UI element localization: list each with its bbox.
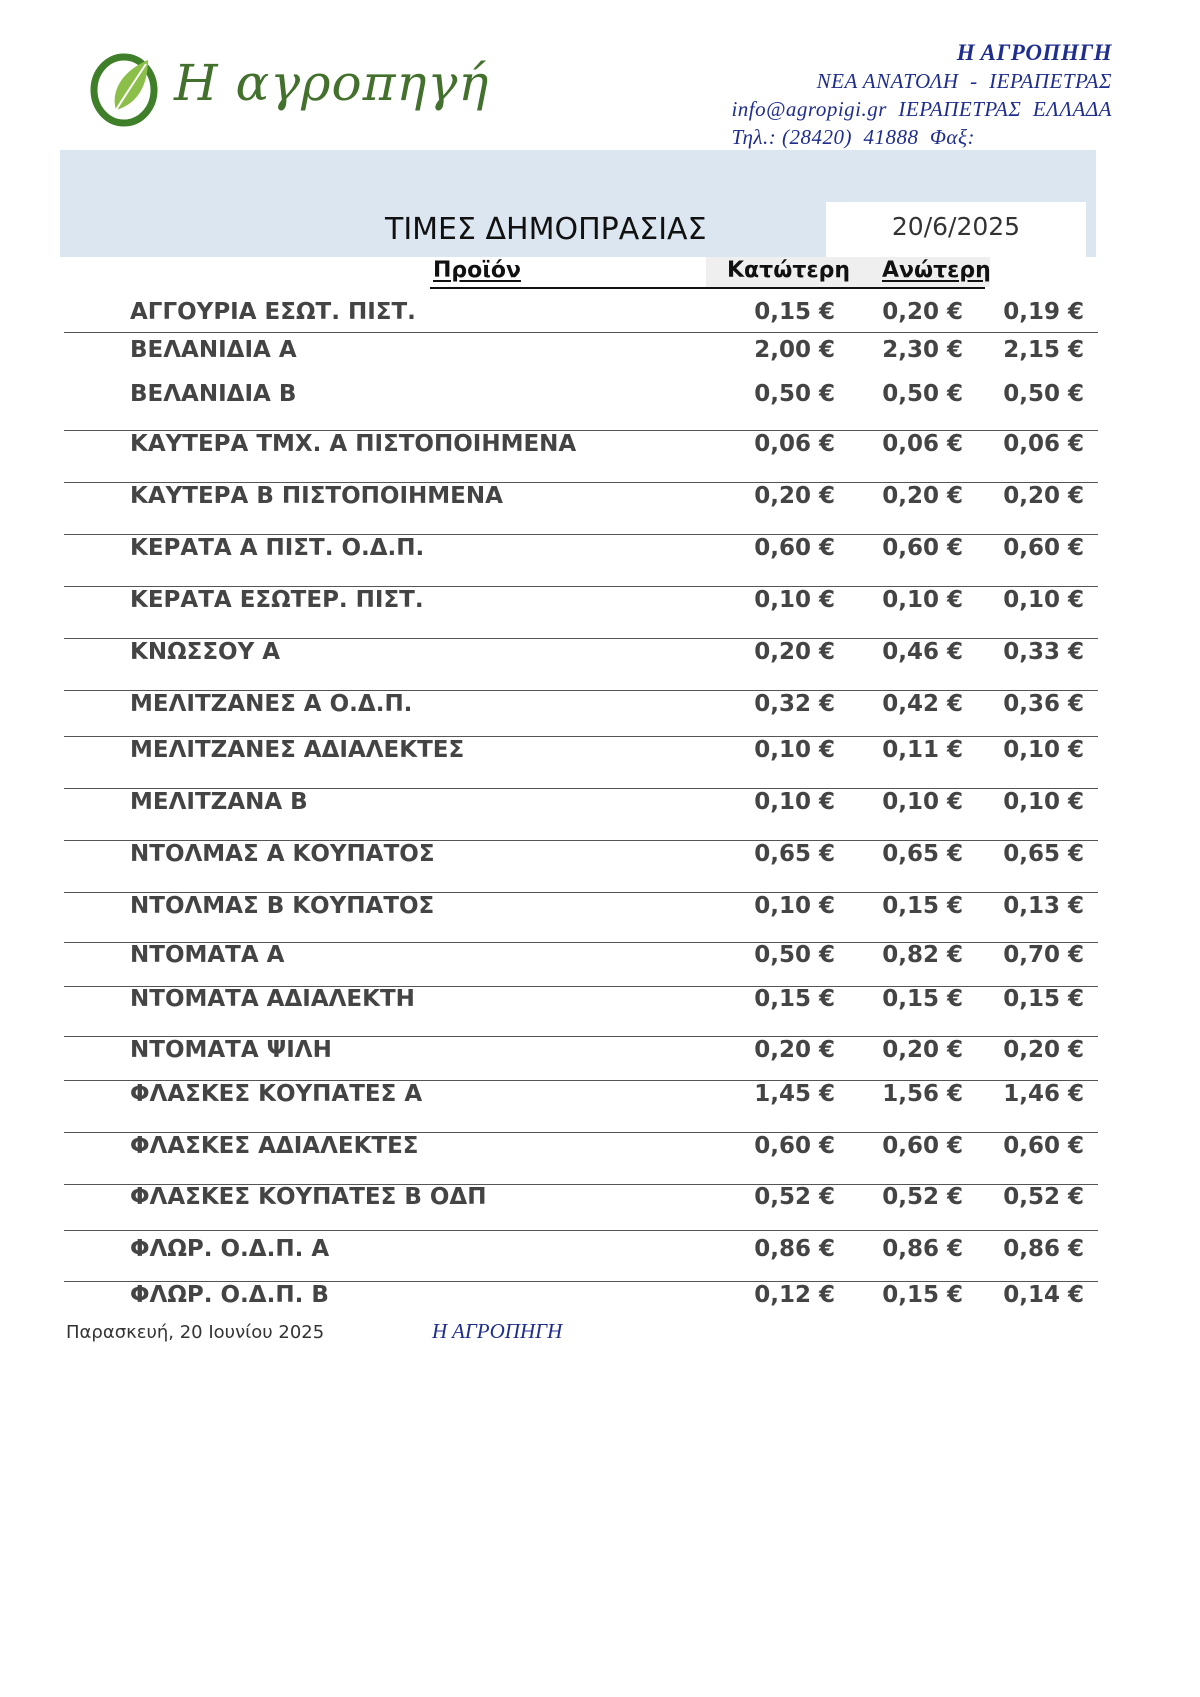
table-row xyxy=(0,734,1200,774)
logo xyxy=(86,44,490,134)
product-name: ΦΛΑΣΚΕΣ ΑΔΙΑΛΕΚΤΕΣ xyxy=(130,1133,419,1159)
price-low: 0,10 € xyxy=(754,587,835,613)
price-high: 2,30 € xyxy=(882,337,963,363)
product-name: ΦΛΑΣΚΕΣ ΚΟΥΠΑΤΕΣ Β ΟΔΠ xyxy=(130,1184,487,1210)
row-divider xyxy=(64,986,1098,987)
price-average: 0,50 € xyxy=(1003,381,1084,407)
row-divider xyxy=(64,430,1098,431)
price-high: 0,60 € xyxy=(882,535,963,561)
price-high: 0,65 € xyxy=(882,841,963,867)
price-average: 0,65 € xyxy=(1003,841,1084,867)
product-name: ΚΕΡΑΤΑ Α ΠΙΣΤ. Ο.Δ.Π. xyxy=(130,535,425,561)
price-high: 0,42 € xyxy=(882,691,963,717)
product-name: ΚΑΥΤΕΡΑ ΤΜΧ. Α ΠΙΣΤΟΠΟΙΗΜΕΝΑ xyxy=(130,431,577,457)
price-low: 0,10 € xyxy=(754,893,835,919)
table-row xyxy=(0,480,1200,520)
price-high: 0,46 € xyxy=(882,639,963,665)
price-low: 0,60 € xyxy=(754,1133,835,1159)
company-email: info@agropigi.gr ΙΕΡΑΠΕΤΡΑΣ ΕΛΛΑΔΑ xyxy=(731,97,1112,121)
price-low: 1,45 € xyxy=(754,1081,835,1107)
price-low: 0,06 € xyxy=(754,431,835,457)
price-low: 0,86 € xyxy=(754,1236,835,1262)
table-row xyxy=(0,1181,1200,1221)
row-divider xyxy=(64,638,1098,639)
row-divider xyxy=(64,586,1098,587)
price-low: 0,12 € xyxy=(754,1282,835,1308)
auction-date: 20/6/2025 xyxy=(891,212,1021,241)
row-divider xyxy=(64,690,1098,691)
column-header-product: Προϊόν xyxy=(433,258,521,283)
price-low: 0,20 € xyxy=(754,1037,835,1063)
header-rule xyxy=(430,287,985,289)
product-name: ΦΛΩΡ. Ο.Δ.Π. Β xyxy=(130,1282,329,1308)
page-title: ΤΙΜΕΣ ΔΗΜΟΠΡΑΣΙΑΣ xyxy=(385,212,707,247)
table-row xyxy=(0,334,1200,374)
price-low: 0,20 € xyxy=(754,639,835,665)
price-average: 0,60 € xyxy=(1003,535,1084,561)
price-high: 0,10 € xyxy=(882,789,963,815)
footer-date: Παρασκευή, 20 Ιουνίου 2025 xyxy=(66,1322,325,1343)
price-high: 0,86 € xyxy=(882,1236,963,1262)
price-low: 0,65 € xyxy=(754,841,835,867)
table-row xyxy=(0,428,1200,468)
price-high: 0,82 € xyxy=(882,942,963,968)
price-low: 0,50 € xyxy=(754,381,835,407)
price-high: 0,60 € xyxy=(882,1133,963,1159)
table-row xyxy=(0,296,1200,336)
price-average: 0,86 € xyxy=(1003,1236,1084,1262)
product-name: ΜΕΛΙΤΖΑΝΕΣ Α Ο.Δ.Π. xyxy=(130,691,413,717)
price-average: 0,10 € xyxy=(1003,587,1084,613)
product-name: ΚΕΡΑΤΑ ΕΣΩΤΕΡ. ΠΙΣΤ. xyxy=(130,587,424,613)
table-row xyxy=(0,688,1200,728)
table-row xyxy=(0,838,1200,878)
price-high: 0,15 € xyxy=(882,893,963,919)
company-header xyxy=(731,38,1112,151)
price-low: 0,15 € xyxy=(754,986,835,1012)
column-header-low: Κατώτερη xyxy=(727,258,851,283)
company-name: Η ΑΓΡΟΠΗΓΗ xyxy=(956,40,1112,65)
product-name: ΜΕΛΙΤΖΑΝΑ Β xyxy=(130,789,308,815)
table-row xyxy=(0,939,1200,979)
table-row xyxy=(0,786,1200,826)
table-row xyxy=(0,1034,1200,1074)
price-low: 0,52 € xyxy=(754,1184,835,1210)
price-average: 2,15 € xyxy=(1003,337,1084,363)
product-name: ΝΤΟΜΑΤΑ ΨΙΛΗ xyxy=(130,1037,332,1063)
price-high: 0,52 € xyxy=(882,1184,963,1210)
price-average: 0,13 € xyxy=(1003,893,1084,919)
table-row xyxy=(0,1233,1200,1273)
table-row xyxy=(0,532,1200,572)
table-row xyxy=(0,1078,1200,1118)
price-average: 1,46 € xyxy=(1003,1081,1084,1107)
price-low: 0,20 € xyxy=(754,483,835,509)
column-header-high: Ανώτερη xyxy=(882,258,991,283)
product-name: ΒΕΛΑΝΙΔΙΑ Α xyxy=(130,337,297,363)
row-divider xyxy=(64,788,1098,789)
product-name: ΜΕΛΙΤΖΑΝΕΣ ΑΔΙΑΛΕΚΤΕΣ xyxy=(130,737,465,763)
row-divider xyxy=(64,534,1098,535)
row-divider xyxy=(64,482,1098,483)
product-name: ΑΓΓΟΥΡΙΑ ΕΣΩΤ. ΠΙΣΤ. xyxy=(130,299,416,325)
table-row xyxy=(0,890,1200,930)
row-divider xyxy=(64,332,1098,333)
price-high: 0,06 € xyxy=(882,431,963,457)
product-name: ΚΝΩΣΣΟΥ Α xyxy=(130,639,281,665)
price-high: 0,10 € xyxy=(882,587,963,613)
logo-text: Η αγροπηγή xyxy=(174,54,490,112)
row-divider xyxy=(64,736,1098,737)
table-row xyxy=(0,378,1200,418)
product-name: ΦΛΩΡ. Ο.Δ.Π. Α xyxy=(130,1236,330,1262)
price-average: 0,33 € xyxy=(1003,639,1084,665)
price-low: 0,10 € xyxy=(754,737,835,763)
price-average: 0,14 € xyxy=(1003,1282,1084,1308)
table-row xyxy=(0,983,1200,1023)
price-low: 0,50 € xyxy=(754,942,835,968)
price-average: 0,60 € xyxy=(1003,1133,1084,1159)
footer-signature: Η ΑΓΡΟΠΗΓΗ xyxy=(432,1319,563,1343)
company-address: ΝΕΑ ΑΝΑΤΟΛΗ - ΙΕΡΑΠΕΤΡΑΣ xyxy=(816,69,1112,93)
price-average: 0,52 € xyxy=(1003,1184,1084,1210)
price-average: 0,19 € xyxy=(1003,299,1084,325)
price-low: 0,15 € xyxy=(754,299,835,325)
product-name: ΝΤΟΛΜΑΣ Α ΚΟΥΠΑΤΟΣ xyxy=(130,841,435,867)
price-average: 0,15 € xyxy=(1003,986,1084,1012)
table-row xyxy=(0,584,1200,624)
product-name: ΝΤΟΜΑΤΑ Α xyxy=(130,942,285,968)
price-low: 2,00 € xyxy=(754,337,835,363)
table-row xyxy=(0,1130,1200,1170)
row-divider xyxy=(64,1230,1098,1231)
product-name: ΚΑΥΤΕΡΑ Β ΠΙΣΤΟΠΟΙΗΜΕΝΑ xyxy=(130,483,503,509)
price-high: 1,56 € xyxy=(882,1081,963,1107)
row-divider xyxy=(64,942,1098,943)
price-average: 0,36 € xyxy=(1003,691,1084,717)
price-average: 0,06 € xyxy=(1003,431,1084,457)
price-high: 0,15 € xyxy=(882,986,963,1012)
row-divider xyxy=(64,1184,1098,1185)
product-name: ΝΤΟΛΜΑΣ Β ΚΟΥΠΑΤΟΣ xyxy=(130,893,435,919)
price-low: 0,32 € xyxy=(754,691,835,717)
price-low: 0,10 € xyxy=(754,789,835,815)
row-divider xyxy=(64,892,1098,893)
product-name: ΦΛΑΣΚΕΣ ΚΟΥΠΑΤΕΣ Α xyxy=(130,1081,423,1107)
price-average: 0,20 € xyxy=(1003,1037,1084,1063)
company-phone: Τηλ.: (28420) 41888 Φαξ: xyxy=(731,125,975,149)
product-name: ΒΕΛΑΝΙΔΙΑ Β xyxy=(130,381,297,407)
table-row xyxy=(0,636,1200,676)
price-high: 0,11 € xyxy=(882,737,963,763)
price-high: 0,20 € xyxy=(882,299,963,325)
price-high: 0,20 € xyxy=(882,1037,963,1063)
price-average: 0,20 € xyxy=(1003,483,1084,509)
row-divider xyxy=(64,1132,1098,1133)
table-row xyxy=(0,1279,1200,1319)
product-name: ΝΤΟΜΑΤΑ ΑΔΙΑΛΕΚΤΗ xyxy=(130,986,415,1012)
price-average: 0,70 € xyxy=(1003,942,1084,968)
row-divider xyxy=(64,840,1098,841)
row-divider xyxy=(64,1036,1098,1037)
price-high: 0,50 € xyxy=(882,381,963,407)
price-high: 0,15 € xyxy=(882,1282,963,1308)
leaf-icon xyxy=(86,48,166,128)
price-high: 0,20 € xyxy=(882,483,963,509)
row-divider xyxy=(64,1281,1098,1282)
price-average: 0,10 € xyxy=(1003,789,1084,815)
price-low: 0,60 € xyxy=(754,535,835,561)
price-average: 0,10 € xyxy=(1003,737,1084,763)
row-divider xyxy=(64,1080,1098,1081)
